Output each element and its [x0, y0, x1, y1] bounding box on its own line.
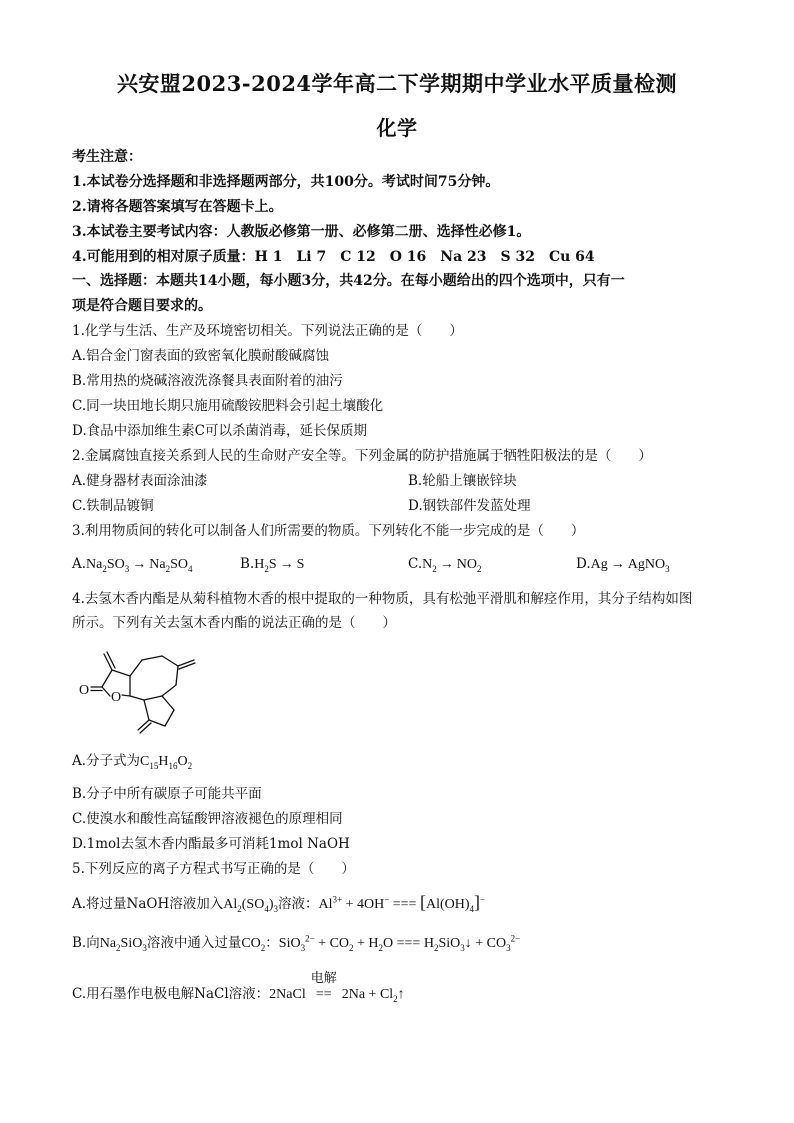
subject-title: 化学: [376, 116, 418, 140]
q1-option-d: D.食品中添加维生素C可以杀菌消毒，延长保质期: [72, 423, 367, 439]
q3-option-b: [240, 555, 304, 574]
q4-stem-line2: 所示。下列有关去氢木香内酯的说法正确的是（ ）: [72, 615, 396, 631]
q3-option-a-label: A.: [72, 556, 87, 572]
q1-option-c: C.同一块田地长期只施用硫酸铵肥料会引起土壤酸化: [72, 398, 384, 414]
q3-option-c-label: C.: [408, 556, 423, 572]
q3-option-d-formula: Ag → AgNO$_3$: [590, 557, 670, 574]
q3-option-a: [72, 555, 193, 574]
q3-option-b-formula: $H_2S \to S$: [254, 557, 305, 574]
q2-option-c: C.铁制品镀铜: [72, 498, 154, 514]
notice-item-3: 3.本试卷主要考试内容：人教版必修第一册、必修第二册、选择性必修1。: [72, 224, 531, 240]
q2-option-d: D.钢铁部件发蓝处理: [408, 498, 531, 514]
q1-option-b: B.常用热的烧碱溶液洗涤餐具表面附着的油污: [72, 373, 343, 389]
q4-option-a-formula: $C_{15}H_{16}O_2$: [140, 754, 193, 771]
notice-item-4: 4.可能用到的相对原子质量：H 1 Li 7 C 12 O 16 Na 23 S 32 Cu 64: [72, 249, 595, 265]
electrolysis-condition: 电解: [310, 971, 337, 986]
q5-option-c-equation: 2NaCl 电解 == $2Na + Cl_2↑$: [269, 971, 405, 1004]
q1-stem: 1.化学与生活、生产及环境密切相关。下列说法正确的是（ ）: [72, 323, 463, 339]
q5-option-b: [72, 934, 520, 953]
q2-option-b: B.轮船上镶嵌锌块: [408, 473, 517, 489]
q5-option-b-solute: $Na_2SiO_3$: [99, 936, 147, 953]
carbonyl-oxygen-atom: O: [79, 683, 90, 698]
q4-stem-line1: 4.去氢木香内酯是从菊科植物木香的根中提取的一种物质，具有松弛平滑肌和解痉作用，其分子结构如图: [72, 591, 693, 607]
q5-option-b-mid: 溶液中通入过量: [146, 935, 242, 951]
notice-item-1: 1.本试卷分选择题和非选择题两部分，共100分。考试时间75分钟。: [72, 174, 500, 190]
q5-option-a-equation: $Al^{3+} + 4OH^-$ === $[Al(OH)_4]^-$: [318, 892, 486, 914]
ring-oxygen-atom: O: [111, 690, 122, 705]
q5-option-a: [72, 893, 485, 914]
q3-option-b-label: B.: [240, 556, 255, 572]
q5-option-a-text: A.将过量NaOH溶液加入: [72, 896, 224, 912]
q5-option-c-text: C.用石墨作电极电解NaCl溶液：: [72, 986, 270, 1002]
exam-title: 兴安盟2023-2024学年高二下学期期中学业水平质量检测: [116, 71, 678, 96]
q3-option-d-label: D.: [576, 556, 591, 572]
q5-option-b-gas: $CO_2$: [241, 936, 266, 953]
q4-option-c: C.使溴水和酸性高锰酸钾溶液褪色的原理相同: [72, 811, 343, 827]
q3-option-a-formula: $Na_2SO_3 \to Na_2SO_4$: [86, 557, 193, 574]
q5-option-b-equation: $SiO_3^{2-} + CO_2 + H_2O$ === $H_2SiO_3↓ + CO_3^{2-}$: [278, 933, 521, 953]
q5-stem: 5.下列反应的离子方程式书写正确的是（ ）: [72, 861, 355, 877]
notice-item-2: 2.请将各题答案填写在答题卡上。: [72, 199, 283, 215]
q3-option-d: [576, 555, 670, 574]
q5-option-a-solute: $Al_2(SO_4)_3$: [223, 897, 278, 914]
q1-option-a: A.铝合金门窗表面的致密氧化膜耐酸碱腐蚀: [72, 348, 330, 364]
molecule-structure-diagram: [70, 640, 220, 735]
q2-stem: 2.金属腐蚀直接关系到人民的生命财产安全等。下列金属的防护措施属于牺牲阳极法的是（ ）: [72, 448, 652, 464]
q4-option-d: D.1mol去氢木香内酯最多可消耗1mol NaOH: [72, 836, 350, 852]
q5-option-c: [72, 971, 405, 1004]
q4-option-a: [72, 752, 192, 771]
q4-option-b: B.分子中所有碳原子可能共平面: [72, 786, 262, 802]
q4-option-a-label: A.分子式为: [72, 753, 141, 769]
section-heading-line2: 项是符合题目要求的。: [72, 298, 212, 314]
section-heading-line1: 一、选择题：本题共14小题，每小题3分，共42分。在每小题给出的四个选项中，只有一: [72, 273, 625, 289]
q5-option-a-solution: 溶液：: [277, 896, 319, 912]
q5-option-b-text: B.向: [72, 935, 100, 951]
q5-option-b-colon: ：: [265, 935, 279, 951]
notice-heading: 考生注意：: [72, 149, 142, 165]
q3-option-c-formula: $N_2 \to NO_2$: [422, 557, 482, 574]
q2-option-a: A.健身器材表面涂油漆: [72, 473, 208, 489]
q3-stem: 3.利用物质间的转化可以制备人们所需要的物质。下列转化不能一步完成的是（ ）: [72, 523, 585, 539]
q3-option-c: [408, 555, 482, 574]
